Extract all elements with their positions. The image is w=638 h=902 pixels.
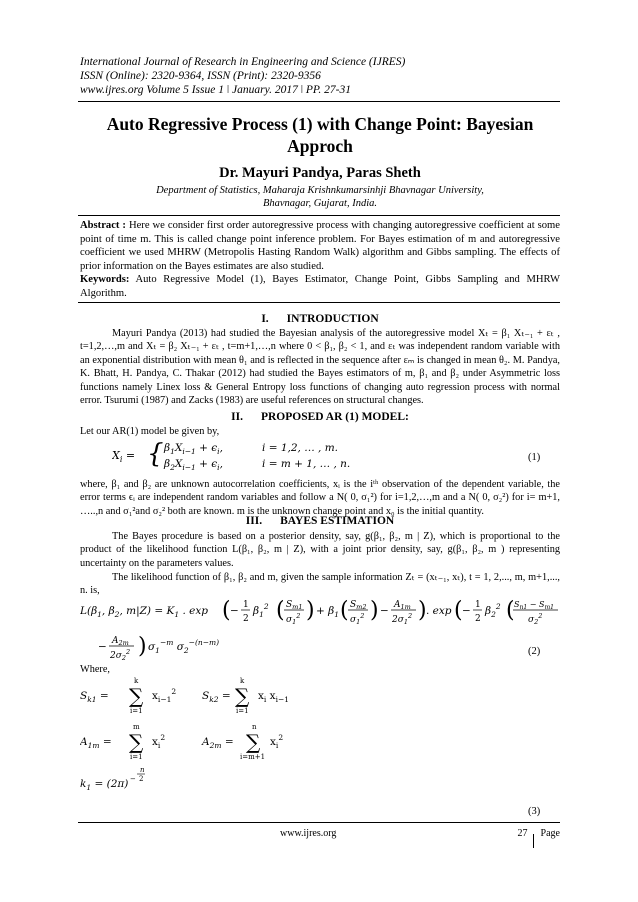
svg-text:i = m + 1, … , n.: i = m + 1, … , n. [262, 458, 351, 470]
svg-text:Sk1 =: $S_{k1}$ = [80, 690, 109, 704]
svg-text:Sm1: $S_{m1}$ [286, 600, 303, 611]
bayes-paragraph-1: The Bayes procedure is based on a posterior density, say, g(β₁, β₂, m | Z), which is proportional to the product of the likelihood function L(β₁, β₂, m | Z), with a joint prior density, say, g(β₁, β₂, m ) representing uncertainty on the parameters values. [80, 531, 560, 569]
svg-text:Xi =: $X_i$ = [112, 449, 136, 464]
svg-text:(: ( [222, 598, 231, 623]
svg-text:(: ( [454, 598, 463, 623]
equation-2-graphic [80, 596, 560, 668]
equation-3 [80, 675, 540, 800]
svg-text:xi2: $x_i^2$ [270, 733, 284, 750]
svg-text:k1 = (2π): $k_1 = (2\pi)$ [80, 778, 129, 792]
equation-2 [80, 596, 560, 673]
footer-website: www.ijres.org [280, 828, 337, 839]
svg-text:xi2: $x_i^2$ [152, 733, 166, 750]
svg-text:n: n [252, 723, 257, 731]
affiliation-line1: Department of Statistics, Maharaja Krishnkumarsinhji Bhavnagar University, [156, 185, 484, 196]
svg-text:xi−12: $x_{i-1}^2$ [152, 687, 177, 704]
svg-text:1: 1 [243, 600, 249, 610]
equation-3-number: (3) [528, 806, 541, 817]
svg-text:−: − [230, 605, 239, 617]
svg-text:−: − [380, 605, 389, 617]
svg-text:xi xi−1: $x_i$ $x_{i-1}$ [258, 690, 290, 704]
svg-text:β2Xi−1 + ϵi,: $\beta_2X_{i-1} + \epsilon_i$, [164, 458, 223, 472]
svg-text:β22: $\beta_2^2$ [485, 602, 501, 619]
svg-text:A1m: $A_{1m}$ [394, 600, 411, 611]
svg-text:i=1: i=1 [130, 753, 143, 761]
svg-text:(: ( [276, 598, 285, 623]
svg-text:k: k [134, 677, 139, 685]
svg-text:(: ( [506, 598, 515, 623]
keywords-text: Auto Regressive Model (1), Bayes Estimator, Change Point, Gibbs Sampling and MHRW Algorithm. [80, 274, 560, 299]
svg-text:): ) [370, 598, 379, 623]
svg-text:k: k [240, 677, 245, 685]
model-intro: Let our AR(1) model be given by, [80, 426, 220, 437]
svg-text:A1m =: $A_{1m}$ = [80, 736, 112, 750]
svg-text:σ12: $\sigma_1^2$ [286, 612, 301, 626]
section-title: PROPOSED AR (1) MODEL: [260, 411, 409, 423]
svg-text:A2m: $A_{2m}$ [112, 636, 129, 647]
svg-text:A2m =: $A_{2m}$ = [202, 736, 234, 750]
header-divider [78, 101, 560, 102]
section-number: II. [231, 411, 243, 423]
svg-text:Sn1 − Sm1: $S_{n1} - S_{m1}$ [514, 600, 554, 611]
svg-text:−: − [462, 605, 471, 617]
keywords-label: Keywords: [80, 274, 130, 285]
svg-text:∑: ∑ [246, 730, 261, 754]
svg-text:+ β1: + $\beta_1$ [316, 605, 339, 619]
footer-page [506, 828, 560, 839]
svg-text:i = 1,2, … , m.: i = 1,2, … , m. [262, 442, 339, 454]
section-number: I. [261, 313, 269, 325]
abstract-bottom-divider [78, 302, 560, 303]
equation-1 [112, 438, 442, 475]
section-number: III. [245, 515, 263, 527]
svg-text:∑: ∑ [129, 684, 144, 708]
svg-text:i=m+1: i=m+1 [240, 753, 266, 761]
svg-text:. exp: . exp [426, 605, 452, 617]
equation-1-number: (1) [528, 452, 541, 463]
where-label: Where, [80, 664, 111, 675]
svg-text:Sm2: $S_{m2}$ [350, 600, 367, 611]
equation-3-graphic [80, 675, 540, 795]
svg-text:): ) [306, 598, 315, 623]
equation-1-graphic [112, 438, 442, 472]
svg-text:i=1: i=1 [130, 707, 143, 715]
journal-name: International Journal of Research in Engineering and Science (IJRES) [80, 56, 406, 68]
section-heading-bayes [80, 515, 560, 527]
svg-text:n: n [140, 766, 145, 774]
svg-text:(: ( [340, 598, 349, 623]
svg-text:−: − [130, 775, 136, 783]
journal-volume: www.ijres.org Volume 5 Issue 1 ǀ January. 2017 ǀ PP. 27-31 [80, 84, 352, 96]
svg-text:L(β1, β2, m|Z) = K1 . exp: $L(\beta_1$, $\beta_2$, $m|Z) = K_1$ . exp [80, 605, 208, 619]
abstract-label: Abstract : [80, 220, 126, 231]
model-where-paragraph: where, β₁ and β₂ are unknown autocorrelation coefficients, xᵢ is the iᵗʰ observation of the dependent variable, the error terms ϵᵢ are independent random variables and follow a N( 0, σ₁²) for i=1,2,…,m and a N( 0, σ₂²) for i= m+1, …..,n and σ₁²and σ₂² both are known. m is the unknown change point and x₀ is the initial quantity. [80, 479, 560, 517]
svg-text:2σ12: $2\sigma_1^2$ [392, 612, 413, 626]
svg-text:): ) [138, 634, 147, 659]
affiliation-line2: Bhavnagar, Gujarat, India. [262, 198, 378, 209]
svg-text:i=1: i=1 [236, 707, 249, 715]
section-title: BAYES ESTIMATION [280, 515, 395, 527]
keywords [80, 273, 560, 300]
svg-text:2σ22: $2\sigma_2^2$ [110, 648, 131, 662]
svg-text:Sk2 =: $S_{k2}$ = [202, 690, 231, 704]
svg-text:−: − [98, 641, 107, 653]
svg-text:β12: $\beta_1^2$ [253, 602, 269, 619]
section-heading-introduction [80, 313, 560, 325]
svg-text:σ1−m σ2−(n−m): $\sigma_1^{-m}$ $\sigma_2^{-(n-m)}$ [148, 638, 220, 655]
svg-text:2: 2 [475, 614, 481, 624]
svg-text:β1Xi−1 + ϵi,: $\beta_1X_{i-1} + \epsilon_i$, [164, 442, 223, 456]
paper-authors: Dr. Mayuri Pandya, Paras Sheth [219, 165, 421, 181]
svg-text:σ12: $\sigma_1^2$ [350, 612, 365, 626]
equation-2-number: (2) [528, 646, 541, 657]
abstract-text: Here we consider first order autoregressive process with changing autoregressive coefficient at some point of time m. This is called change point inference problem. For Bayes estimation of m and autoregressive coefficient we used MHRW (Metropolis Hasting Random Walk) algorithm and Gibbs sampling. The effects of prior information on the Bayes estimates are also studied. [80, 220, 560, 272]
svg-text:m: m [133, 723, 140, 731]
bayes-paragraph-2: The likelihood function of β₁, β₂ and m, given the sample information Zₜ = (xₜ₋₁, xₜ), t = 1, 2,..., m, m+1,..., n. is, [80, 572, 560, 597]
introduction-paragraph: Mayuri Pandya (2013) had studied the Bayesian analysis of the autoregressive model Xₜ = β₁ Xₜ₋₁ + εₜ , t=1,2,…,m and Xₜ = β₂ Xₜ₋₁ + εₜ , t=m+1,…,n where 0 < β₁, β₂ < 1, and εₜ was independent random variable with an exponential distribution with mean θ₁ and is reflected in the sequence after εₘ is changed in mean θ₂. M. Pandya, K. Bhatt, H. Pandya, C. Thakar (2012) had studied the Bayes estimators of m, β₁ and β₂ under Asymmetric loss functions namely Linex loss & General Entropy loss functions of changing auto regression process with normal error. Tsurumi (1987) and Zacks (1983) are useful references on structural changes. [80, 328, 560, 407]
svg-text:1: 1 [475, 600, 481, 610]
svg-text:): ) [418, 598, 427, 623]
paper-title-line2: Approch [287, 136, 353, 156]
page-word: Page [540, 828, 560, 839]
abstract [80, 219, 560, 273]
svg-text:σ22: $\sigma_2^2$ [528, 612, 543, 626]
footer-divider [78, 822, 560, 823]
svg-text:∑: ∑ [129, 730, 144, 754]
svg-text:2: 2 [139, 775, 144, 783]
paper-title-line1: Auto Regressive Process (1) with Change Point: Bayesian [106, 114, 534, 134]
svg-text:∑: ∑ [235, 684, 250, 708]
page-number: 27 [517, 828, 528, 839]
svg-text:{: { [147, 439, 164, 469]
journal-issn: ISSN (Online): 2320-9364, ISSN (Print): 2320-9356 [80, 70, 321, 82]
section-heading-model [80, 411, 560, 423]
svg-text:2: 2 [243, 614, 249, 624]
section-title: INTRODUCTION [286, 313, 379, 325]
abstract-top-divider [78, 215, 560, 216]
